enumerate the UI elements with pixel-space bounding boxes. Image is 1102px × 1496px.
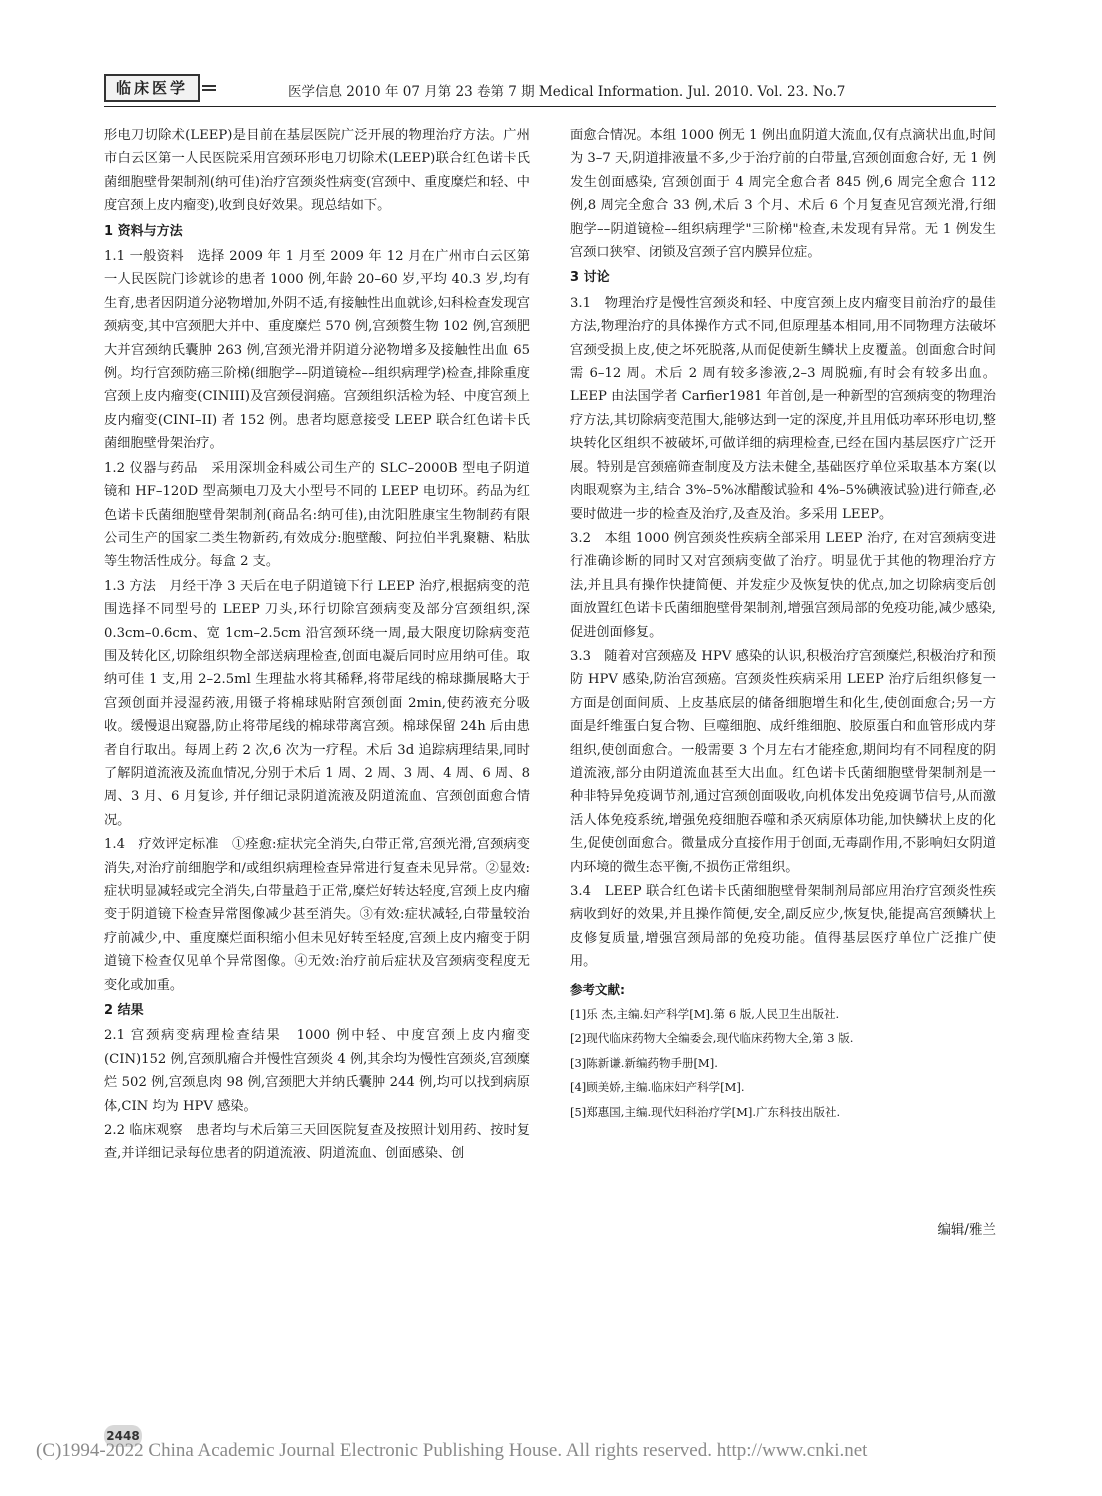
page-header <box>104 68 996 104</box>
paragraph: 形电刀切除术(LEEP)是目前在基层医院广泛开展的物理治疗方法。广州市白云区第一人民医院采用宫颈环形电刀切除术(LEEP)联合红色诺卡氏菌细胞壁骨架制剂(纳可佳)治疗宫颈炎性病变(宫颈中、重度糜烂和轻、中度宫颈上皮内瘤变),收到良好效果。现总结如下。 <box>104 128 530 214</box>
paragraph: 1.2 仪器与药品 采用深圳金科威公司生产的 SLC–2000B 型电子阴道镜和 HF–120D 型高频电刀及大小型号不同的 LEEP 电切环。药品为红色诺卡氏菌细胞壁骨架制剂(商品名:纳可佳),由沈阳胜康宝生物制药有限公司生产的国家二类生物新药,有效成分:胞壁酸、阿拉伯半乳聚糖、粘肽等生物活性成分。每盒 2 支。 <box>104 460 530 570</box>
journal-info: 医学信息 2010 年 07 月第 23 卷第 7 期 Medical Information. Jul. 2010. Vol. 23. No.7 <box>288 84 846 100</box>
paragraph: 1.3 方法 月经干净 3 天后在电子阴道镜下行 LEEP 治疗,根据病变的范围选择不同型号的 LEEP 刀头,环行切除宫颈病变及部分宫颈组织,深 0.3cm–0.6cm、宽 1cm–2.5cm 沿宫颈环绕一周,最大限度切除病变范围及转化区,切除组织物全部送病理检查,创面电凝后同时应用纳可佳。取纳可佳 1 支,用 2–2.5ml 生理盐水将其稀释,将带尾线的棉球撕展略大于宫颈创面并浸湿药液,用镊子将棉球贴附宫颈创面 2min,使药液充分吸收。缓慢退出窥器,防止将带尾线的棉球带离宫颈。棉球保留 24h 后由患者自行取出。每周上药 2 次,6 次为一疗程。术后 3d 追踪病理结果,同时了解阴道流液及流血情况,分别于术后 1 周、2 周、3 周、4 周、6 周、8 周、3 月、6 月复诊, 并仔细记录阴道流液及阴道流血、宫颈创面愈合情况。 <box>104 578 530 828</box>
paragraph: 3.1 物理治疗是慢性宫颈炎和轻、中度宫颈上皮内瘤变目前治疗的最佳方法,物理治疗的具体操作方式不同,但原理基本相同,用不同物理方法破坏宫颈受损上皮,使之坏死脱落,从而促使新生鳞状上皮覆盖。创面愈合时间需 6–12 周。术后 2 周有较多渗液,2–3 周脱痂,有时会有较多出血。LEEP 由法国学者 Carfier1981 年首创,是一种新型的宫颈病变的物理治疗方法,其切除病变范围大,能够达到一定的深度,并且用低功率环形电切,整块转化区组织不被破坏,可做详细的病理检查,已经在国内基层医疗广泛开展。特别是宫颈癌筛查制度及方法未健全,基础医疗单位采取基本方案(以肉眼观察为主,结合 3%–5%冰醋酸试验和 4%–5%碘液试验)进行筛查,必要时做进一步的检查及治疗,及查及治。多采用 LEEP。 <box>570 295 996 522</box>
paragraph: 2.1 宫颈病变病理检查结果 1000 例中轻、中度宫颈上皮内瘤变(CIN)152 例,宫颈肌瘤合并慢性宫颈炎 4 例,其余均为慢性宫颈炎,宫颈糜烂 502 例,宫颈息肉 98 例,宫颈肥大并纳氏囊肿 244 例,均可以找到病原体,CIN 均为 HPV 感染。 <box>104 1028 530 1114</box>
section-heading: 2 结果 <box>104 1003 144 1019</box>
paragraph: 3.3 随着对宫颈癌及 HPV 感染的认识,积极治疗宫颈糜烂,积极治疗和预防 HPV 感染,防治宫颈癌。宫颈炎性疾病采用 LEEP 治疗后组织修复一方面是创面间质、上皮基底层的储备细胞增生和化生,使创面愈合;另一方面是纤维蛋白复合物、巨噬细胞、成纤维细胞、胶原蛋白和血管形成内芽组织,使创面愈合。一般需要 3 个月左右才能痊愈,期间均有不同程度的阴道流液,部分由阴道流血甚至大出血。红色诺卡氏菌细胞壁骨架制剂是一种非特异免疫调节剂,通过宫颈创面吸收,向机体发出免疫调节信号,从而激活人体免疫系统,增强免疫细胞吞噬和杀灭病原体功能,加快鳞状上皮的化生,促使创面愈合。微量成分直接作用于创面,无毒副作用,不影响妇女阴道内环境的微生态平衡,不损伤正常组织。 <box>570 648 996 875</box>
reference-item: [3]陈新谦.新编药物手册[M]. <box>570 1055 718 1070</box>
paragraph: 3.4 LEEP 联合红色诺卡氏菌细胞壁骨架制剂局部应用治疗宫颈炎性疾病收到好的效果,并且操作简便,安全,副反应少,恢复快,能提高宫颈鳞状上皮修复质量,增强宫颈局部的免疫功能。值得基层医疗单位广泛推广使用。 <box>570 884 996 970</box>
header-rule <box>104 106 996 107</box>
reference-item: [5]郑惠国,主编.现代妇科治疗学[M].广东科技出版社. <box>570 1104 841 1119</box>
section-heading: 1 资料与方法 <box>104 223 183 239</box>
copyright-footer: (C)1994-2022 China Academic Journal Electronic Publishing House. All rights reserved. http://www.cnki.net <box>36 1440 868 1461</box>
paragraph: 3.2 本组 1000 例宫颈炎性疾病全部采用 LEEP 治疗, 在对宫颈病变进行准确诊断的同时又对宫颈病变做了治疗。明显优于其他的物理治疗方法,并且具有操作快捷简便、并发症少及恢复快的优点,加之切除病变后创面放置红色诺卡氏菌细胞壁骨架制剂,增强宫颈局部的免疫功能,减少感染,促进创面修复。 <box>570 530 996 640</box>
paragraph: 2.2 临床观察 患者均与术后第三天回医院复查及按照计划用药、按时复查,并详细记录每位患者的阴道流液、阴道流血、创面感染、创 <box>104 1123 530 1162</box>
paragraph: 1.4 疗效评定标准 ①痊愈:症状完全消失,白带正常,宫颈光滑,宫颈病变消失,对治疗前细胞学和/或组织病理检查异常进行复查未见异常。②显效:症状明显减轻或完全消失,白带量趋于正常,糜烂好转达轻度,宫颈上皮内瘤变于阴道镜下检查异常图像减少甚至消失。③有效:症状减轻,白带量较治疗前减少,中、重度糜烂面积缩小但未见好转至轻度,宫颈上皮内瘤变于阴道镜下检查仅见单个异常图像。④无效:治疗前后症状及宫颈病变程度无变化或加重。 <box>104 837 530 993</box>
references-list <box>570 1003 996 1124</box>
reference-item: [2]现代临床药物大全编委会,现代临床药物大全,第 3 版. <box>570 1031 854 1046</box>
left-column <box>104 124 530 1167</box>
right-column <box>570 124 996 1125</box>
paragraph: 面愈合情况。本组 1000 例无 1 例出血阴道大流血,仅有点滴状出血,时间为 3–7 天,阴道排液量不多,少于治疗前的白带量,宫颈创面愈合好, 无 1 例发生创面感染, 宫颈创面于 4 周完全愈合者 845 例,6 周完全愈合 112 例,8 周完全愈合 33 例,术后 3 个月、术后 6 个月复查见宫颈光滑,行细胞学––阴道镜检––组织病理学"三阶梯"检查,未发现有异常。无 1 例发生宫颈口狭窄、闭锁及宫颈子宫内膜异位症。 <box>570 128 996 261</box>
editor-credit: 编辑/雅兰 <box>937 1222 996 1238</box>
reference-item: [4]顾美娇,主编.临床妇产科学[M]. <box>570 1080 745 1095</box>
right-column-body <box>570 124 996 974</box>
section-heading: 3 讨论 <box>570 270 610 286</box>
paragraph: 1.1 一般资料 选择 2009 年 1 月至 2009 年 12 月在广州市白云区第一人民医院门诊就诊的患者 1000 例,年龄 20–60 岁,平均 40.3 岁,均有生育,患者因阴道分泌物增加,外阴不适,有接触性出血就诊,妇科检查发现宫颈病变,其中宫颈肥大并中、重度糜烂 570 例,宫颈赘生物 102 例,宫颈肥大并宫颈纳氏囊肿 263 例,宫颈光滑并阴道分泌物增多及接触性出血 65 例。均行宫颈防癌三阶梯(细胞学––阴道镜检––组织病理学)检查,排除重度宫颈上皮内瘤变(CINIII)及宫颈侵润癌。宫颈组织活检为轻、中度宫颈上皮内瘤变(CINI–II) 者 152 例。患者均愿意接受 LEEP 联合红色诺卡氏菌细胞壁骨架治疗。 <box>104 249 530 452</box>
page-number: 2448 <box>104 1425 142 1447</box>
references-title: 参考文献: <box>570 981 625 997</box>
reference-item: [1]乐 杰,主编.妇产科学[M].第 6 版,人民卫生出版社. <box>570 1007 840 1022</box>
section-tag: 临床医学 <box>104 74 200 102</box>
